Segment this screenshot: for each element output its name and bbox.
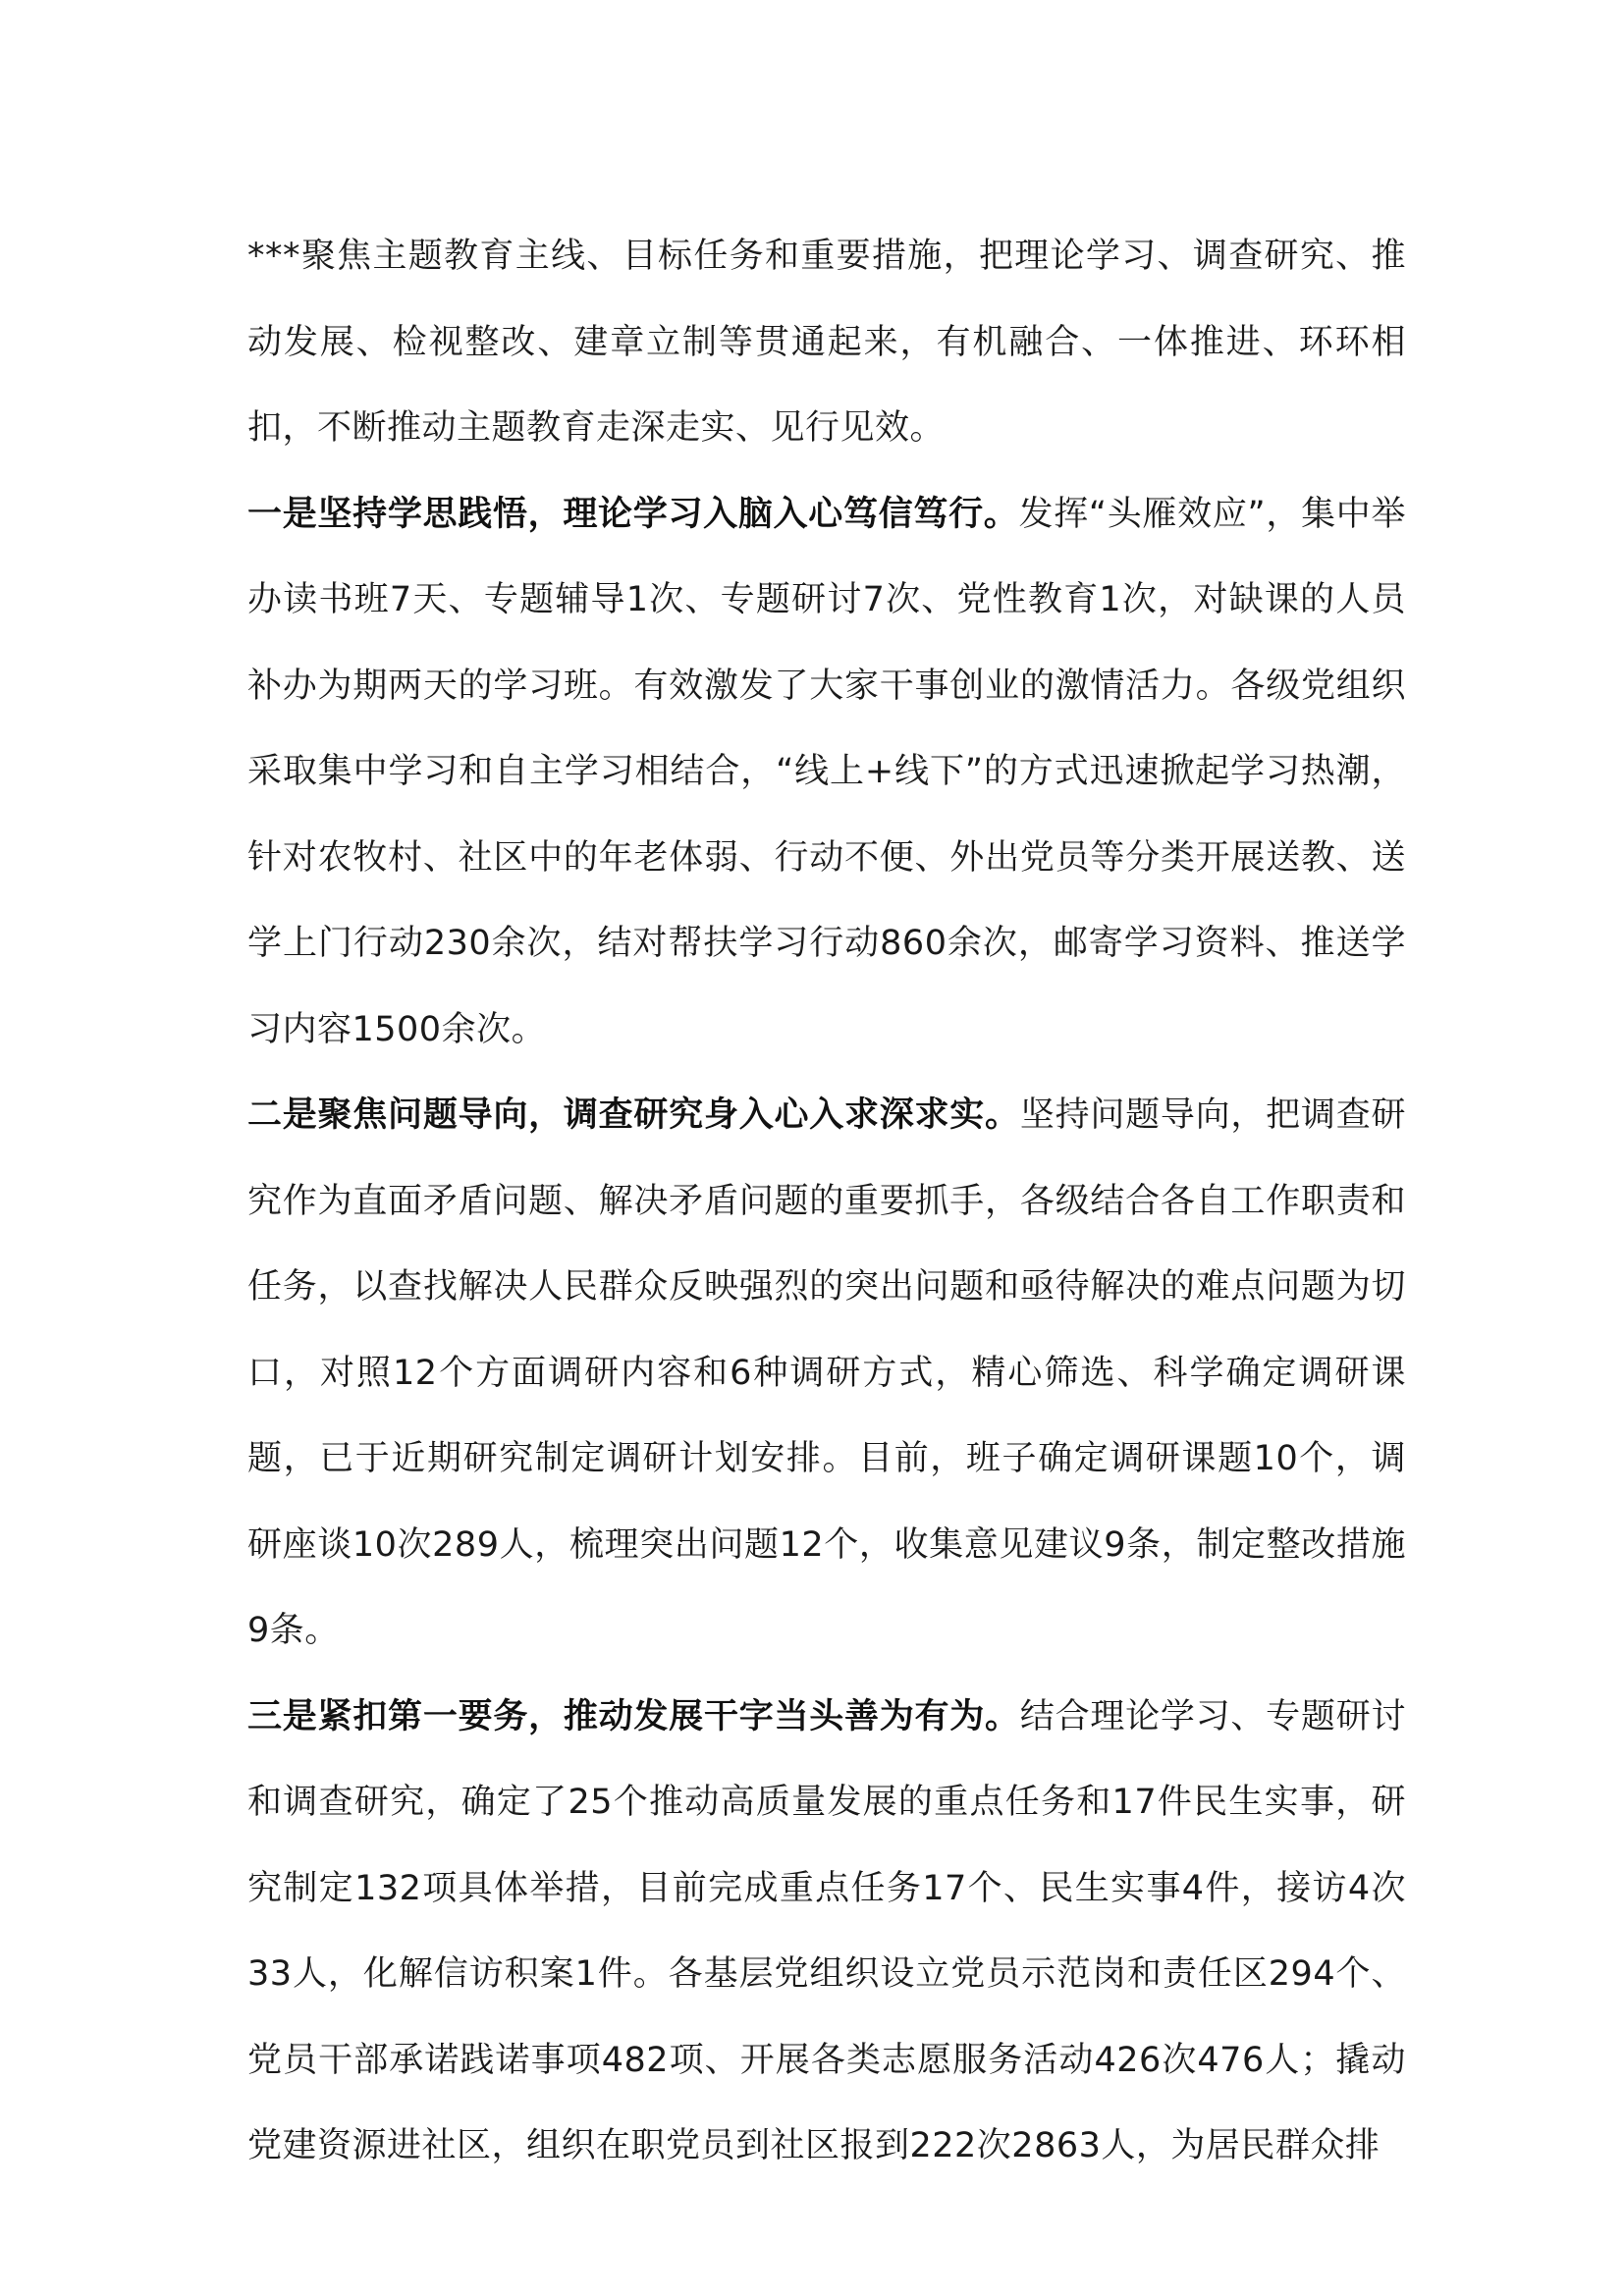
section-paragraph-2	[247, 1073, 1406, 1675]
section-3-body: 结合理论学习、专题研讨和调查研究，确定了25个推动高质量发展的重点任务和17件民生实事，研究制定132项具体举措，目前完成重点任务17个、民生实事4件，接访4次33人，化解信访积案1件。各基层党组织设立党员示范岗和责任区294个、党员干部承诺践诺事项482项、开展各类志愿服务活动426次476人；撬动党建资源进社区，组织在职党员到社区报到222次2863人，为居民群众排	[247, 1696, 1406, 2165]
section-1-lead: 一是坚持学思践悟，理论学习入脑入心笃信笃行。	[247, 494, 1019, 534]
section-paragraph-1	[247, 472, 1406, 1074]
intro-paragraph	[247, 214, 1406, 472]
intro-text: ***聚焦主题教育主线、目标任务和重要措施，把理论学习、调查研究、推动发展、检视整改、建章立制等贯通起来，有机融合、一体推进、环环相扣，不断推动主题教育走深走实、见行见效。	[247, 237, 1406, 448]
section-paragraph-3	[247, 1675, 1406, 2190]
section-2-body: 坚持问题导向，把调查研究作为直面矛盾问题、解决矛盾问题的重要抓手，各级结合各自工作职责和任务，以查找解决人民群众反映强烈的突出问题和亟待解决的难点问题为切口，对照12个方面调研内容和6种调研方式，精心筛选、科学确定调研课题，已于近期研究制定调研计划安排。目前，班子确定调研课题10个，调研座谈10次289人，梳理突出问题12个，收集意见建议9条，制定整改措施9条。	[247, 1095, 1406, 1650]
section-3-lead: 三是紧扣第一要务，推动发展干字当头善为有为。	[247, 1696, 1020, 1736]
section-1-body: 发挥“头雁效应”，集中举办读书班7天、专题辅导1次、专题研讨7次、党性教育1次，对缺课的人员补办为期两天的学习班。有效激发了大家干事创业的激情活力。各级党组织采取集中学习和自主学习相结合，“线上+线下”的方式迅速掀起学习热潮，针对农牧村、社区中的年老体弱、行动不便、外出党员等分类开展送教、送学上门行动230余次，结对帮扶学习行动860余次，邮寄学习资料、推送学习内容1500余次。	[247, 494, 1406, 1049]
document-body	[247, 214, 1406, 2190]
section-2-lead: 二是聚焦问题导向，调查研究身入心入求深求实。	[247, 1095, 1020, 1135]
